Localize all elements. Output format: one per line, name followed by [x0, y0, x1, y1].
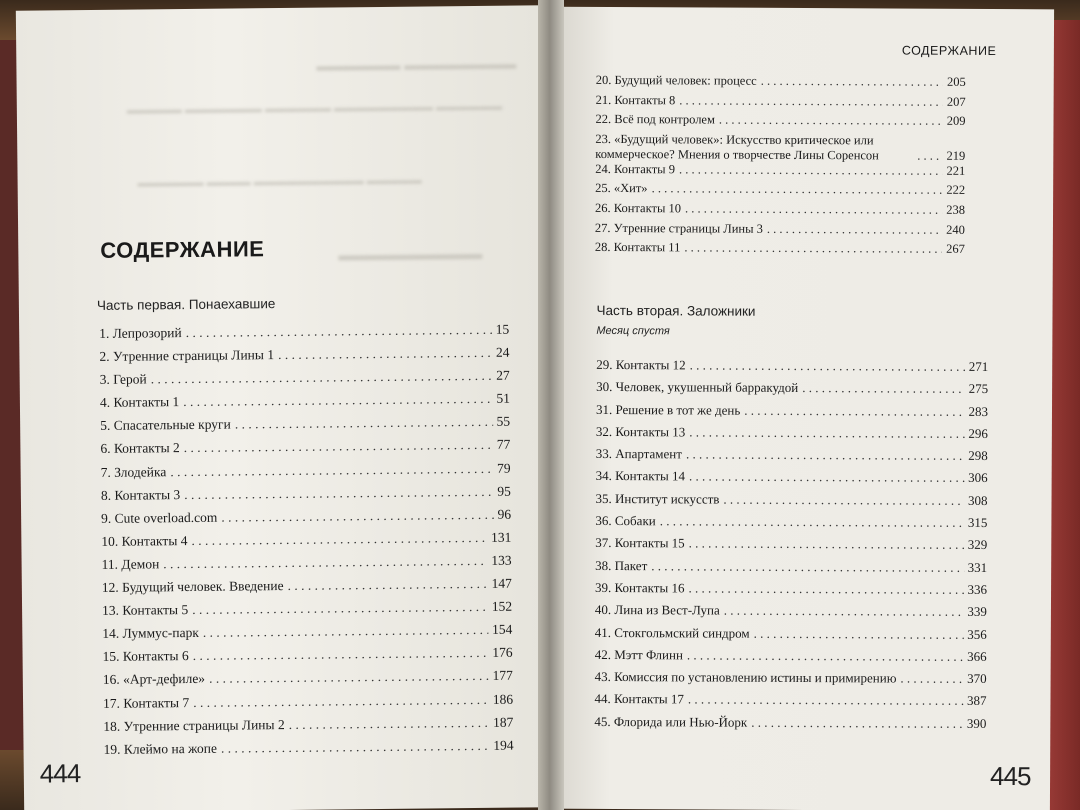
toc-entry-page: 187	[492, 714, 514, 730]
toc-entry-title: 30. Человек, укушенный барракудой	[596, 379, 799, 396]
toc-entry-title: 2. Утренние страницы Лины 1	[99, 347, 275, 365]
toc-entry-page: 390	[966, 715, 987, 731]
dot-leader	[688, 692, 963, 709]
running-header: СОДЕРЖАНИЕ	[901, 43, 997, 59]
toc-entry-page: 209	[946, 113, 966, 129]
toc-entry	[594, 691, 986, 715]
toc-entry	[595, 162, 965, 184]
toc-entry-title: 12. Будущий человек. Введение	[101, 578, 284, 595]
toc-entry-page: 315	[967, 514, 988, 531]
toc-entry-title: 13. Контакты 5	[102, 602, 189, 619]
toc-entry-title: 28. Контакты 11	[594, 240, 681, 255]
dot-leader	[183, 391, 492, 410]
toc-entry-page: 95	[497, 483, 511, 499]
toc-entry	[595, 580, 987, 604]
dot-leader	[689, 469, 964, 486]
toc-entry-page: 339	[967, 604, 987, 620]
toc-entry-title: 26. Контакты 10	[595, 200, 682, 216]
dot-leader	[203, 622, 488, 641]
toc-entry-page: 55	[496, 414, 511, 430]
toc-entry-page: 51	[496, 390, 510, 407]
toc-entry-page: 387	[966, 693, 987, 709]
toc-entry	[595, 647, 987, 671]
toc-entry	[595, 181, 965, 203]
toc-entry-title: 15. Контакты 6	[102, 648, 189, 665]
toc-entry	[596, 424, 988, 448]
toc-entry-title: 27. Утренние страницы Лины 3	[594, 220, 763, 236]
toc-entry	[595, 201, 965, 223]
dot-leader	[163, 553, 487, 572]
toc-entry-page: 77	[496, 437, 511, 453]
dot-leader	[192, 599, 488, 618]
toc-entry-title: 22. Всё под контролем	[595, 112, 715, 127]
toc-entry-title: 43. Комиссия по установлению истины и примирению	[594, 669, 897, 686]
page-number-right: 445	[990, 760, 1031, 792]
dot-leader	[686, 447, 964, 464]
toc-entry-page: 186	[492, 691, 514, 707]
page-number-left: 444	[39, 758, 81, 789]
toc-entry-title: 39. Контакты 16	[595, 579, 685, 596]
toc-entry	[595, 491, 987, 515]
dot-leader	[689, 536, 964, 553]
toc-entry-page: 275	[968, 381, 989, 397]
toc-entry-page: 222	[946, 183, 966, 198]
dot-leader	[688, 580, 963, 597]
toc-entry-title: 45. Флорида или Нью-Йорк	[594, 713, 748, 730]
toc-entry-title: 20. Будущий человек: процесс	[595, 72, 757, 88]
toc-list-continued	[595, 73, 966, 262]
toc-entry-page: 298	[968, 448, 988, 464]
dot-leader	[754, 625, 964, 642]
toc-entry-title: 42. Мэтт Флинн	[594, 646, 683, 663]
toc-entry-title: 14. Луммус-парк	[102, 625, 199, 642]
toc-entry-page: 370	[967, 671, 987, 687]
toc-entry-title: 35. Институт искусств	[595, 490, 720, 507]
toc-entry	[596, 402, 988, 426]
toc-entry-title: 17. Контакты 7	[102, 694, 190, 711]
dot-leader	[660, 513, 964, 531]
toc-entry-title: 40. Лина из Вест-Лупа	[594, 602, 720, 618]
dot-leader	[193, 645, 489, 664]
toc-entry	[595, 240, 965, 262]
dot-leader	[900, 671, 963, 687]
toc-entry-page: 283	[968, 403, 989, 419]
toc-entry-title: 21. Контакты 8	[595, 92, 676, 107]
toc-entry-title: 32. Контакты 13	[595, 423, 686, 440]
dot-leader	[170, 460, 493, 479]
toc-entry-title: 33. Апартамент	[595, 446, 683, 462]
toc-entry-title: 41. Стокгольмский синдром	[594, 624, 750, 641]
toc-entry-title: 5. Спасательные круги	[100, 416, 231, 434]
toc-entry	[595, 220, 965, 242]
dot-leader	[679, 93, 943, 109]
toc-entry-title: 24. Контакты 9	[595, 161, 676, 177]
show-through-text: ▬▬▬▬▬▬▬▬▬	[338, 245, 483, 265]
toc-entry-title: 31. Решение в тот же день	[595, 401, 741, 418]
toc-list-part-two	[594, 357, 988, 738]
toc-entry-title: 34. Контакты 14	[595, 468, 686, 484]
dot-leader	[221, 507, 493, 526]
toc-entry	[93, 737, 513, 764]
toc-entry-page: 296	[968, 425, 988, 441]
toc-entry	[596, 73, 966, 95]
dot-leader	[679, 162, 943, 178]
toc-entry-page: 267	[946, 241, 965, 257]
dot-leader	[652, 182, 943, 199]
toc-entry-title: 18. Утренние страницы Лины 2	[103, 716, 285, 734]
book-spine-gutter	[538, 0, 564, 810]
toc-entry	[595, 112, 965, 134]
toc-entry-page: 27	[496, 367, 510, 383]
toc-entry-title: 25. «Хит»	[595, 181, 648, 196]
toc-entry	[596, 357, 988, 381]
toc-entry-title: 6. Контакты 2	[100, 440, 180, 457]
toc-entry-title: 7. Злодейка	[100, 463, 167, 480]
dot-leader	[151, 368, 493, 388]
toc-entry-page: 152	[491, 598, 513, 614]
toc-entry-title: 29. Контакты 12	[596, 356, 686, 373]
show-through-text: ▬▬▬▬▬ ▬▬▬▬▬▬▬ ▬▬▬▬▬▬ ▬▬▬▬▬▬▬▬▬ ▬▬▬▬▬▬	[126, 100, 503, 117]
toc-entry	[596, 93, 966, 115]
dot-leader	[719, 113, 943, 129]
toc-entry-title: 36. Собаки	[595, 512, 656, 529]
dot-leader	[917, 148, 942, 163]
toc-entry-title: 16. «Арт-дефиле»	[102, 671, 206, 688]
toc-entry-page: 133	[491, 552, 512, 568]
toc-entry-page: 356	[967, 626, 987, 642]
toc-entry	[596, 468, 988, 492]
toc-entry	[595, 602, 987, 626]
dot-leader	[767, 221, 942, 237]
left-page	[16, 5, 552, 810]
dot-leader	[221, 738, 489, 757]
dot-leader	[209, 668, 489, 687]
toc-entry-page: 336	[967, 581, 988, 597]
toc-entry-page: 331	[967, 559, 988, 575]
dot-leader	[744, 402, 964, 419]
toc-entry-title: 44. Контакты 17	[594, 691, 684, 707]
toc-entry	[595, 624, 987, 648]
part-one-title: Часть первая. Понаехавшие	[96, 296, 276, 313]
toc-entry	[595, 669, 987, 693]
dot-leader	[684, 241, 942, 257]
dot-leader	[186, 322, 492, 341]
toc-entry-page: 308	[967, 492, 988, 508]
toc-entry	[595, 558, 987, 582]
toc-entry	[595, 535, 987, 559]
toc-entry-page: 79	[497, 460, 511, 476]
toc-entry-title: 38. Пакет	[595, 557, 648, 573]
show-through-text: ▬▬▬▬▬▬ ▬▬▬▬ ▬▬▬▬▬▬▬▬▬▬ ▬▬▬▬▬	[137, 174, 422, 190]
dot-leader	[278, 345, 492, 363]
toc-entry	[596, 379, 988, 403]
toc-entry-page: 221	[946, 163, 966, 178]
toc-list-part-one	[89, 322, 514, 765]
toc-entry-page: 177	[492, 668, 513, 684]
toc-entry-page: 366	[967, 648, 987, 664]
dot-leader	[193, 691, 489, 710]
dot-leader	[191, 530, 487, 549]
toc-entry-title: 23. «Будущий человек»: Искусство критическое или коммерческое? Мнения о творчестве Лины Соренсон	[595, 131, 879, 163]
toc-entry-page: 131	[491, 529, 512, 545]
toc-entry	[594, 714, 986, 738]
toc-entry-title: 4. Контакты 1	[99, 394, 180, 411]
dot-leader	[687, 647, 963, 664]
toc-entry	[596, 446, 988, 470]
toc-entry-page: 238	[946, 202, 966, 217]
toc-entry-page: 176	[492, 644, 513, 661]
toc-entry-page: 194	[493, 737, 514, 753]
toc-title: СОДЕРЖАНИЕ	[100, 236, 265, 263]
part-two-title: Часть вторая. Заложники	[596, 302, 756, 319]
toc-entry-title: 19. Клеймо на жопе	[103, 740, 218, 757]
toc-entry-page: 147	[491, 575, 512, 591]
toc-entry-title: 8. Контакты 3	[100, 486, 181, 503]
dot-leader	[802, 380, 964, 397]
dot-leader	[689, 424, 964, 441]
toc-entry-page: 219	[946, 148, 966, 163]
dot-leader	[690, 357, 965, 374]
toc-entry-title: 10. Контакты 4	[101, 532, 188, 549]
toc-entry-page: 306	[968, 470, 988, 486]
show-through-text: ▬▬▬▬▬▬ ▬▬▬▬▬▬▬▬	[316, 55, 517, 74]
toc-entry-page: 329	[967, 537, 988, 553]
part-two-subtitle: Месяц спустя	[596, 324, 670, 338]
dot-leader	[724, 603, 964, 620]
toc-entry-title: 11. Демон	[101, 556, 160, 572]
dot-leader	[751, 714, 963, 731]
toc-entry-title: 3. Герой	[99, 371, 147, 388]
toc-entry	[595, 132, 965, 164]
dot-leader	[651, 558, 963, 576]
toc-entry-page: 240	[946, 222, 965, 237]
toc-entry-page: 15	[495, 321, 510, 337]
toc-entry-page: 154	[491, 621, 513, 638]
toc-entry-page: 271	[968, 358, 989, 374]
toc-entry	[595, 513, 987, 537]
dot-leader	[723, 491, 964, 508]
toc-entry-title: 1. Лепрозорий	[99, 325, 182, 341]
toc-entry-page: 96	[497, 506, 512, 522]
toc-entry-title: 9. Cute overload.com	[101, 509, 218, 526]
dot-leader	[685, 201, 942, 217]
dot-leader	[184, 483, 493, 502]
dot-leader	[761, 74, 943, 90]
dot-leader	[235, 414, 493, 433]
toc-entry-title: 37. Контакты 15	[595, 535, 685, 551]
toc-entry-page: 24	[495, 344, 510, 360]
toc-entry-page: 207	[946, 94, 966, 109]
dot-leader	[287, 576, 487, 594]
right-page	[550, 7, 1054, 810]
toc-entry-page: 205	[946, 74, 966, 89]
dot-leader	[184, 437, 493, 456]
dot-leader	[289, 714, 490, 732]
